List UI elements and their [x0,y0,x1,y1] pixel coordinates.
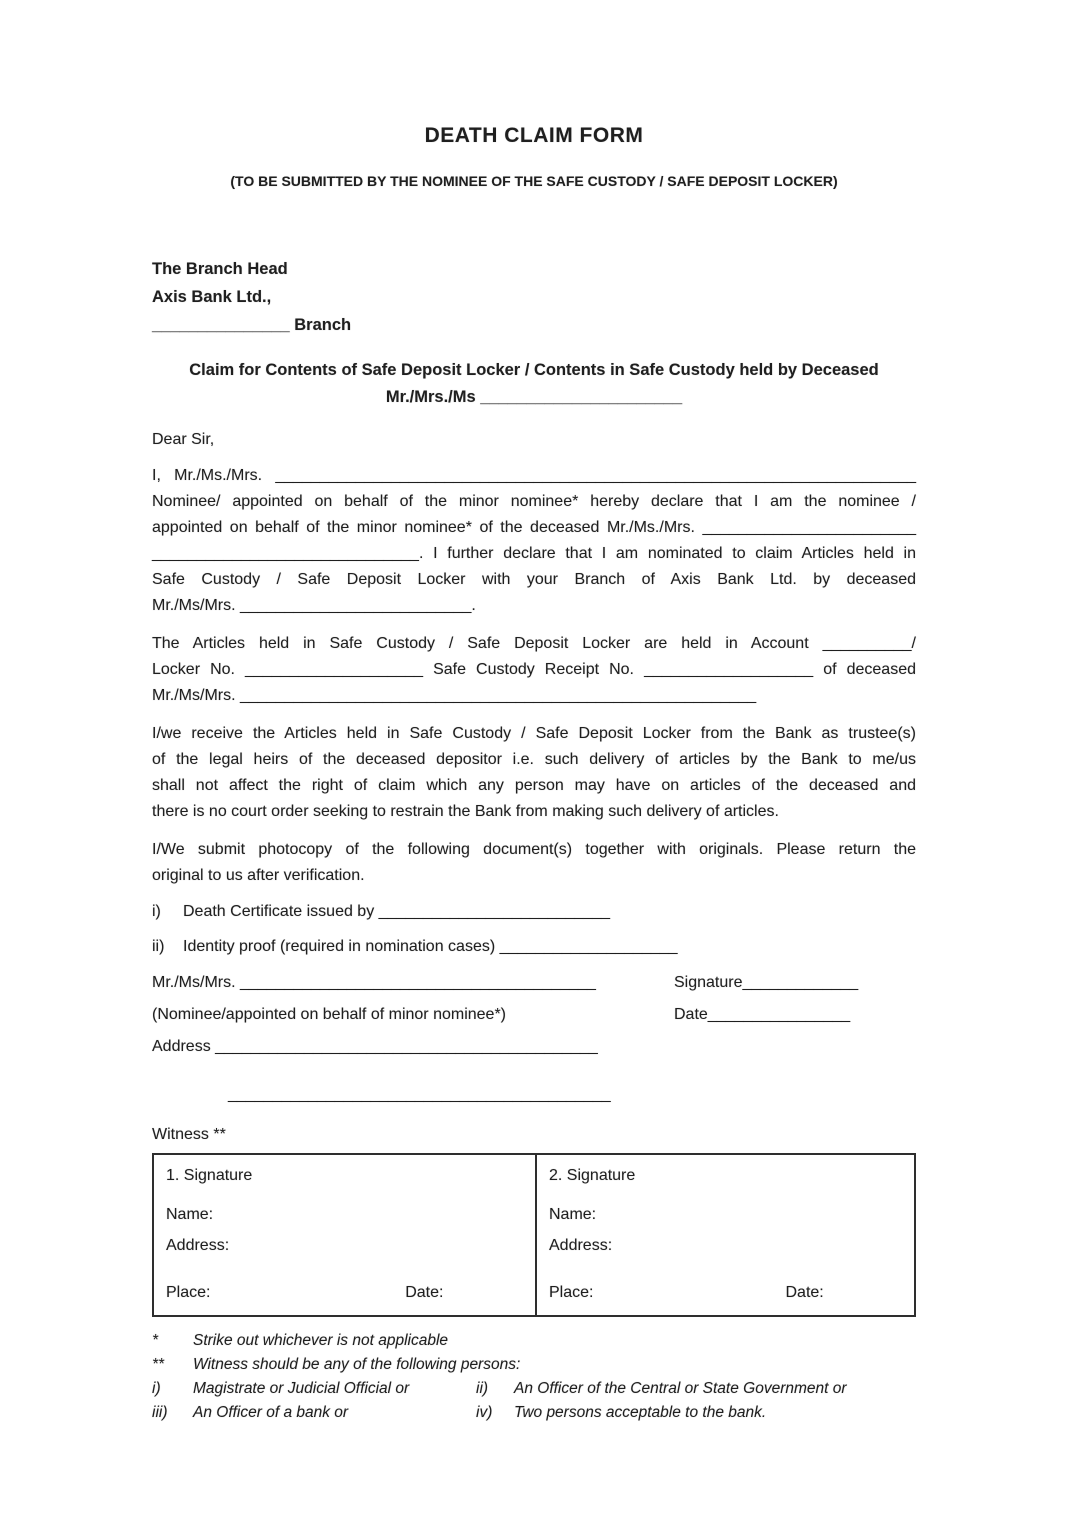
footnote-option-iii [152,1401,476,1425]
witness-2-address-label: Address: [549,1237,613,1254]
addressee-bank-name: Axis Bank Ltd., [152,288,272,306]
articles-paragraph [152,631,916,709]
text-line: Nominee/ appointed on behalf of the minor nominee* hereby declare that I am the nominee / [152,493,916,510]
witness-2-date-label: Date: [785,1284,824,1301]
footnote-marker: ii) [476,1380,489,1397]
subject-line-1: Claim for Contents of Safe Deposit Locker / Contents in Safe Custody held by Deceased [189,361,879,379]
footnote-text: Two persons acceptable to the bank. [514,1404,767,1421]
footnote-marker: iii) [152,1404,168,1421]
document-item-text: Identity proof (required in nomination cases) ____________________ [183,938,678,955]
text-line: I/We submit photocopy of the following document(s) together with originals. Please return the [152,841,916,858]
footnote-option-ii [476,1377,847,1401]
footnote-text: An Officer of the Central or State Government or [514,1380,847,1397]
signatory-block [152,970,916,1108]
footnote-options-row-2 [152,1401,916,1425]
witness-1-name-label: Name: [166,1206,214,1223]
footnote-marker: * [152,1332,159,1349]
text-line: I/we receive the Articles held in Safe Custody / Safe Deposit Locker from the Bank as trustee(s) [152,725,916,742]
text-line: I, Mr./Ms./Mrs. ________________________________________________________________________ [152,467,916,484]
text-line: shall not affect the right of claim which any person may have on articles of the deceased and [152,777,916,794]
submit-documents-paragraph [152,837,916,889]
documents-list [152,899,916,960]
text-line: Mr./Ms/Mrs. __________________________. [152,597,476,614]
form-content [152,0,916,1425]
footnote-marker: ** [152,1356,165,1373]
declaration-paragraph [152,463,916,619]
witness-2-signature-label: 2. Signature [549,1167,636,1184]
text-line: appointed on behalf of the minor nominee* of the deceased Mr./Ms./Mrs. ________________________ [152,519,916,536]
witness-cell-1 [154,1155,537,1315]
footnote-witness-persons [152,1353,916,1377]
trustee-paragraph [152,721,916,825]
footnote-marker: i) [152,1380,161,1397]
witness-1-place-label: Place: [166,1284,211,1301]
text-line: The Articles held in Safe Custody / Safe Deposit Locker are held in Account __________/ [152,635,916,652]
witness-1-place-date-row [166,1280,523,1305]
witness-table [152,1153,916,1317]
document-item-death-certificate [152,899,916,925]
form-subtitle: (TO BE SUBMITTED BY THE NOMINEE OF THE SAFE CUSTODY / SAFE DEPOSIT LOCKER) [230,173,838,189]
signatory-address-line-2: ___________________________________________ [228,1086,611,1103]
signatory-signature-line: Signature_____________ [674,974,859,991]
document-item-text: Death Certificate issued by __________________________ [183,903,611,920]
text-line: original to us after verification. [152,867,365,884]
witness-2-name-label: Name: [549,1206,597,1223]
footnote-option-iv [476,1401,766,1425]
footnote-text: Strike out whichever is not applicable [193,1332,449,1349]
salutation: Dear Sir, [152,431,215,448]
witness-cell-2 [537,1155,914,1315]
text-line: there is no court order seeking to restrain the Bank from making such delivery of articles. [152,803,779,820]
footnote-text: Magistrate or Judicial Official or [193,1380,410,1397]
footnote-strike-out [152,1329,916,1353]
footnote-text: Witness should be any of the following persons: [193,1356,521,1373]
text-line: ______________________________. I further declare that I am nominated to claim Articles held in [152,545,916,562]
document-item-marker: i) [152,903,161,920]
text-line: of the legal heirs of the deceased depositor i.e. such delivery of articles by the Bank to me/us [152,751,916,768]
text-line: Locker No. ____________________ Safe Custody Receipt No. ___________________ of deceased [152,661,916,678]
footnote-option-i [152,1377,476,1401]
signatory-nominee-note: (Nominee/appointed on behalf of minor nominee*) [152,1006,506,1023]
witness-1-address-label: Address: [166,1237,230,1254]
witness-label: Witness ** [152,1126,226,1143]
addressee-branch-head: The Branch Head [152,260,288,278]
signatory-name-line: Mr./Ms/Mrs. ________________________________________ [152,974,596,991]
text-line: Mr./Ms/Mrs. __________________________________________________________ [152,687,757,704]
document-item-identity-proof [152,934,916,960]
witness-1-date-label: Date: [405,1284,444,1301]
addressee-block [152,255,916,339]
addressee-branch-blank-line: _______________ Branch [152,316,352,334]
footnote-marker: iv) [476,1404,493,1421]
document-item-marker: ii) [152,938,165,955]
witness-2-place-label: Place: [549,1284,594,1301]
signatory-date-line: Date________________ [674,1006,851,1023]
signatory-address-line-1: Address ___________________________________________ [152,1038,598,1055]
text-line: Safe Custody / Safe Deposit Locker with your Branch of Axis Bank Ltd. by deceased [152,571,916,588]
spacer [674,1066,916,1108]
footnote-options-row-1 [152,1377,916,1401]
footnote-text: An Officer of a bank or [193,1404,349,1421]
witness-2-place-date-row [549,1280,902,1305]
form-title: DEATH CLAIM FORM [424,124,644,147]
subject-line-2: Mr./Mrs./Ms ______________________ [385,388,683,406]
footnotes [152,1329,916,1425]
witness-1-signature-label: 1. Signature [166,1167,253,1184]
subject-heading [152,357,916,411]
spacer [674,1034,916,1060]
